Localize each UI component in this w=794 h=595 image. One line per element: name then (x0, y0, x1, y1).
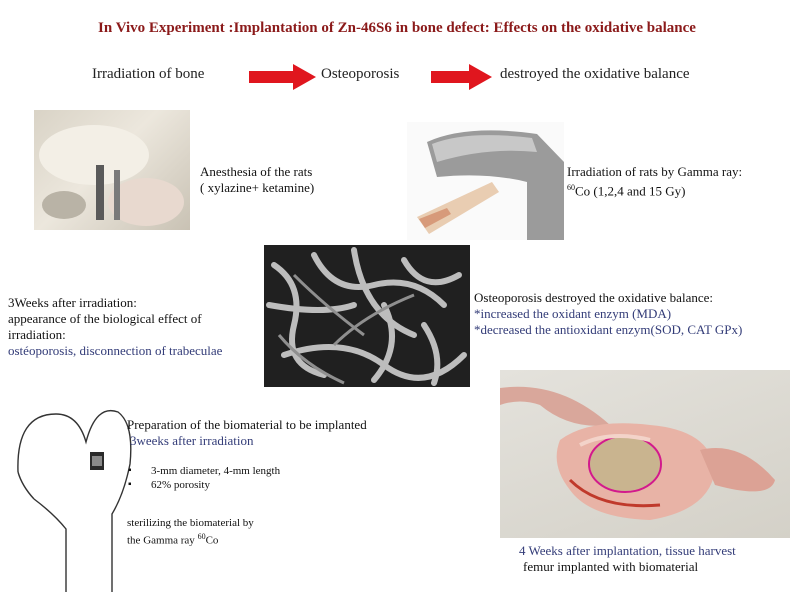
list-item: ▪ 3-mm diameter, 4-mm length (128, 464, 280, 478)
gamma-irradiator-photo (407, 122, 564, 240)
preparation-caption: Preparation of the biomaterial to be implanted 3weeks after irradiation (127, 417, 367, 448)
oxidative-effect-caption: Osteoporosis destroyed the oxidative balance: *increased the oxidant enzym (MDA) *decreased the antioxidant enzym(SOD, CAT GPx) (474, 290, 743, 337)
anesthesia-caption: Anesthesia of the rats ( xylazine+ ketamine) (200, 164, 315, 195)
harvest-caption: 4 Weeks after implantation, tissue harvest femur implanted with biomaterial (519, 543, 736, 574)
sterilization-caption: sterilizing the biomaterial by the Gamma ray $^{60}$Co (127, 517, 254, 547)
femur-implant-photo (500, 370, 790, 538)
rat-anesthesia-photo (34, 110, 190, 230)
arrow-right-icon (431, 64, 493, 90)
list-item: ▪ 62% porosity (128, 478, 280, 492)
flow-step-irradiation: Irradiation of bone (92, 66, 205, 82)
flow-step-osteoporosis: Osteoporosis (321, 66, 400, 82)
arrow-right-icon (249, 64, 317, 90)
three-weeks-caption: 3Weeks after irradiation: appearance of the biological effect of irradiation: ostéoporosis, disconnection of trabeculae (8, 295, 223, 358)
flow-step-oxidative: destroyed the oxidative balance (500, 66, 690, 82)
biomaterial-spec-list (128, 464, 280, 492)
trabecular-bone-image (264, 245, 470, 387)
bone-defect-diagram (16, 404, 134, 594)
irradiation-caption: Irradiation of rats by Gamma ray: $^{60}$Co (1,2,4 and 15 Gy) (567, 164, 743, 199)
page-title: In Vivo Experiment :Implantation of Zn-46S6 in bone defect: Effects on the oxidative balance (98, 20, 696, 36)
